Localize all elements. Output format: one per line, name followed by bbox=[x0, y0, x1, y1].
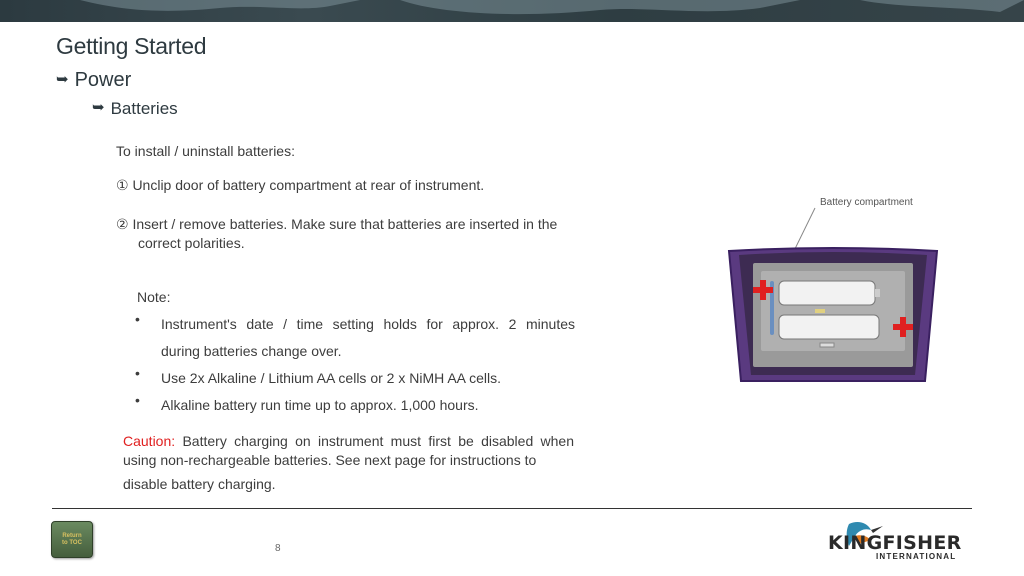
list-item: • Instrument's date / time setting holds for approx. 2 minutes bbox=[135, 311, 575, 338]
header-banner bbox=[0, 0, 1024, 22]
caution-label: Caution: bbox=[123, 433, 176, 449]
bullet-icon: • bbox=[135, 365, 140, 381]
return-to-toc-button[interactable]: Return to TOC bbox=[51, 521, 93, 558]
logo-wordmark: KINGFISHER bbox=[828, 532, 962, 554]
arrow-right-icon: ➥ bbox=[92, 99, 105, 116]
battery-compartment-illustration bbox=[725, 205, 941, 385]
bullet-icon: • bbox=[135, 311, 140, 327]
list-item: • Use 2x Alkaline / Lithium AA cells or 2 x NiMH AA cells. bbox=[135, 365, 575, 392]
battery-contact bbox=[815, 309, 825, 313]
step-2-line-2: correct polarities. bbox=[138, 235, 245, 251]
page-title: Getting Started bbox=[56, 33, 207, 59]
intro-text: To install / uninstall batteries: bbox=[116, 143, 295, 159]
step-1-text: ① Unclip door of battery compartment at rear of instrument. bbox=[116, 177, 485, 193]
battery-cell-2 bbox=[779, 315, 879, 339]
figure-caption: Battery compartment bbox=[820, 197, 913, 208]
footer-divider bbox=[52, 508, 972, 509]
caution-last-line: disable battery charging. bbox=[123, 476, 276, 492]
logo-subtitle: INTERNATIONAL bbox=[876, 552, 957, 561]
battery-latch bbox=[820, 343, 834, 347]
list-item: • Alkaline battery run time up to approx. 1,000 hours. bbox=[135, 392, 575, 419]
bullet-icon: • bbox=[135, 392, 140, 408]
arrow-right-icon: ➥ bbox=[56, 71, 69, 88]
step-2-text bbox=[116, 215, 586, 253]
step-2-line-1: ② Insert / remove batteries. Make sure that batteries are inserted in the bbox=[116, 216, 558, 232]
caution-text: Battery charging on instrument must first be disabled when using non-rechargeable batteries. See next page for instructions to bbox=[123, 433, 575, 468]
note-heading: Note: bbox=[137, 289, 171, 305]
caution-paragraph bbox=[123, 432, 574, 494]
battery-terminal-1 bbox=[875, 289, 880, 297]
list-item-continuation: during batteries change over. bbox=[161, 343, 342, 359]
subsection-heading: ➥ Batteries bbox=[92, 99, 178, 118]
page-number: 8 bbox=[275, 543, 281, 554]
note-list bbox=[135, 311, 575, 419]
section-heading: ➥ Power bbox=[56, 69, 132, 91]
world-map-graphic bbox=[0, 0, 1024, 22]
battery-cell-1 bbox=[779, 281, 875, 305]
